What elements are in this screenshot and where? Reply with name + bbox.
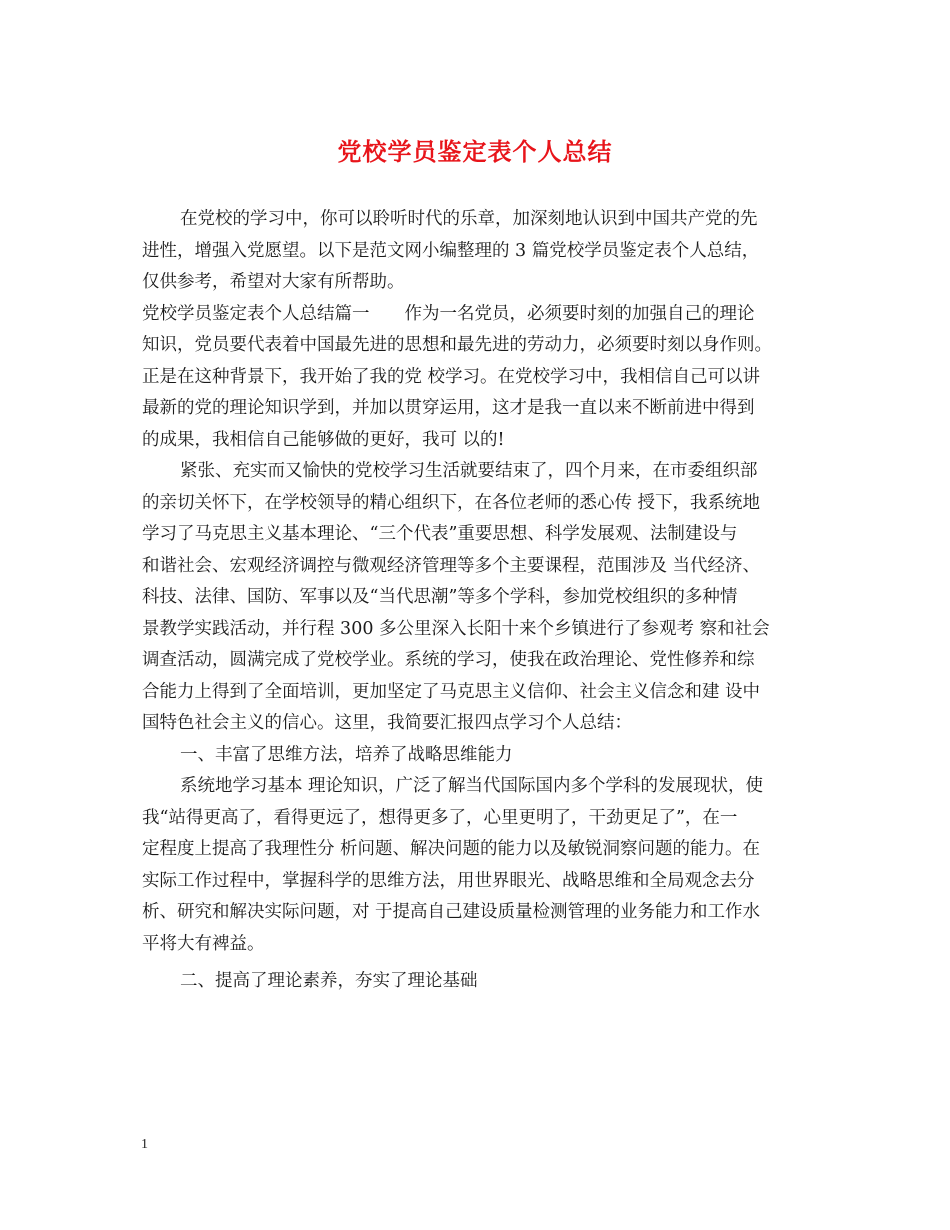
- text-line: 进性，增强入党愿望。以下是范文网小编整理的 3 篇党校学员鉴定表个人总结，: [142, 240, 760, 261]
- text-line: 正是在这种背景下，我开始了我的党 校学习。在党校学习中，我相信自己可以讲: [142, 366, 761, 387]
- text-line: 国特色社会主义的信心。这里，我简要汇报四点学习个人总结：: [142, 713, 632, 733]
- text-line: 定程度上提高了我理性分 析问题、解决问题的能力以及敏锐洞察问题的能力。在: [142, 839, 761, 859]
- text-line: 的成果，我相信自己能够做的更好，我可 以的!: [142, 429, 505, 450]
- document-title: 党校学员鉴定表个人总结: [337, 137, 613, 166]
- text-line: 和谐社会、宏观经济调控与微观经济管理等多个主要课程，范围涉及 当代经济、: [142, 555, 761, 576]
- text-line: 调查活动，圆满完成了党校学业。系统的学习，使我在政治理论、党性修养和综: [142, 650, 755, 670]
- text-line: 知识，党员要代表着中国最先进的思想和最先进的劳动力，必须要时刻以身作则。: [142, 335, 772, 355]
- text-line: 合能力上得到了全面培训，更加坚定了马克思主义信仰、社会主义信念和建 设中: [142, 681, 761, 702]
- text-line: 紧张、充实而又愉快的党校学习生活就要结束了，四个月来，在市委组织部: [180, 461, 758, 481]
- text-line: 党校学员鉴定表个人总结篇一 作为一名党员，必须要时刻的加强自己的理论: [142, 303, 755, 324]
- text-line: 景教学实践活动，并行程 300 多公里深入长阳十来个乡镇进行了参观考 察和社会: [142, 618, 770, 639]
- page-number: 1: [141, 1137, 148, 1152]
- text-line: 系统地学习基本 理论知识，广泛了解当代国际国内多个学科的发展现状，使: [180, 776, 764, 796]
- text-line: 科技、法律、国防、军事以及“当代思潮”等多个学科，参加党校组织的多种情: [142, 587, 738, 607]
- text-line: 我“站得更高了，看得更远了，想得更多了，心里更明了，干劲更足了”，在一: [142, 807, 738, 828]
- section-heading: 二、提高了理论素养，夯实了理论基础: [180, 971, 478, 991]
- section-heading: 一、丰富了思维方法，培养了战略思维能力: [180, 744, 513, 765]
- text-line: 实际工作过程中，掌握科学的思维方法，用世界眼光、战略思维和全局观念去分: [142, 870, 755, 891]
- text-line: 的亲切关怀下，在学校领导的精心组织下，在各位老师的悉心传 授下，我系统地: [142, 492, 761, 513]
- text-line: 在党校的学习中，你可以聆听时代的乐章，加深刻地认识到中国共产党的先: [180, 209, 758, 229]
- text-line: 析、研究和解决实际问题，对 于提高自己建设质量检测管理的业务能力和工作水: [142, 902, 761, 922]
- text-line: 仅供参考，希望对大家有所帮助。: [142, 272, 405, 292]
- text-line: 最新的党的理论知识学到，并加以贯穿运用，这才是我一直以来不断前进中得到: [142, 398, 755, 418]
- document-body: [142, 204, 822, 998]
- text-line: 学习了马克思主义基本理论、“三个代表”重要思想、科学发展观、法制建设与: [142, 524, 738, 544]
- text-line: 平将大有裨益。: [142, 933, 265, 954]
